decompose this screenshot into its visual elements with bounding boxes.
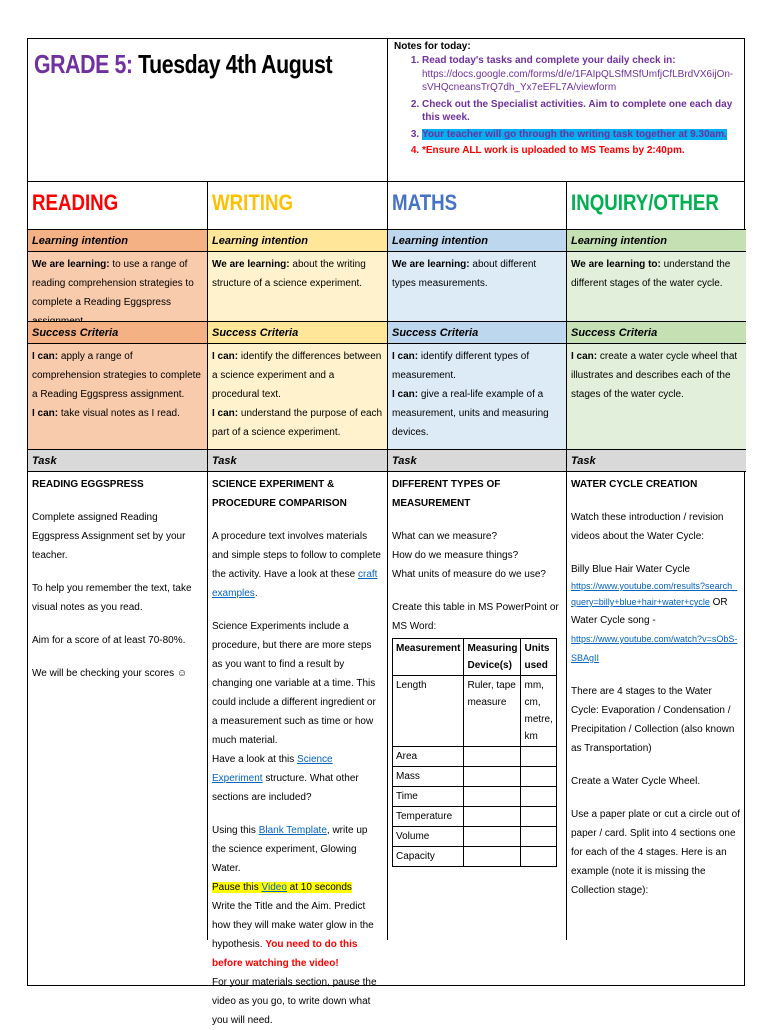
sc-header: Success Criteria: [28, 322, 208, 344]
inquiry-sc: I can: create a water cycle wheel that illustrates and describes each of the stages of the water cycle.: [567, 344, 746, 450]
inquiry-li: We are learning to: understand the different stages of the water cycle.: [567, 252, 746, 322]
maths-task: DIFFERENT TYPES OF MEASUREMENT What can we measure? How do we measure things? What units of measure do we use? Create this table in MS PowerPoint or MS Word: Measurement Measuring Device(s) Units used Length Ruler, tape measure mm, cm, metre, km Area Mass Time Temperature Volume Capacity: [388, 472, 567, 940]
table-cell: [464, 807, 521, 827]
table-cell: [464, 847, 521, 867]
table-cell: Length: [393, 676, 464, 747]
note-item: 2. Check out the Specialist activities. Aim to complete one each day this week.: [422, 98, 738, 125]
table-cell: [521, 847, 556, 867]
table-cell: [521, 827, 556, 847]
table-cell: [464, 747, 521, 767]
table-row: [393, 747, 557, 767]
reading-task: READING EGGSPRESS Complete assigned Reading Eggspress Assignment set by your teacher. To help you remember the text, take visual notes as you read. Aim for a score of at least 70-80%. We will be checking your scores ☺: [28, 472, 208, 940]
subject-reading: READING: [28, 182, 208, 230]
table-cell: [521, 747, 556, 767]
reading-sc: I can: apply a range of comprehension strategies to complete a Reading Eggspress assignment. I can: take visual notes as I read.: [28, 344, 208, 450]
notes-title: Notes for today:: [394, 41, 471, 52]
writing-task: SCIENCE EXPERIMENT & PROCEDURE COMPARISON A procedure text involves materials and simple steps to follow to complete the activity. Have a look at these craft examples. Science Experiments include a procedure, but there are more steps as you want to find a result by changing one variable at a time. This could include a different ingredient or a measurement such as time or how much material. Have a look at this Science Experiment structure. What other sections are included? Using this Blank Template, write up the science experiment, Glowing Water. Pause this Video at 10 seconds Write the Title and the Aim. Predict how they will make water glow in the hypothesis. You need to do this before watching the video! For your materials section, pause the video as you go, to write down what you will need.: [208, 472, 388, 940]
notes-list: [394, 54, 738, 158]
note-item: 3. Your teacher will go through the writing task together at 9.30am.: [422, 128, 738, 142]
table-row: [393, 676, 557, 747]
subject-maths: MATHS: [388, 182, 567, 230]
table-cell: [464, 787, 521, 807]
table-header: Measurement: [393, 639, 464, 676]
table-cell: [464, 767, 521, 787]
task-title: WATER CYCLE CREATION: [571, 479, 698, 490]
page-title: [34, 49, 333, 80]
table-cell: Time: [393, 787, 464, 807]
table-cell: mm, cm, metre, km: [521, 676, 556, 747]
table-header: Units used: [521, 639, 556, 676]
li-header: Learning intention: [567, 230, 746, 252]
table-row: [393, 787, 557, 807]
title-area: [28, 39, 387, 181]
li-header: Learning intention: [28, 230, 208, 252]
sc-header: Success Criteria: [388, 322, 567, 344]
subject-grid: [28, 182, 744, 1026]
table-cell: Capacity: [393, 847, 464, 867]
li-header: Learning intention: [388, 230, 567, 252]
table-row: [393, 827, 557, 847]
notes-panel: [387, 39, 744, 181]
task-header: Task: [28, 450, 208, 472]
table-cell: Temperature: [393, 807, 464, 827]
li-header: Learning intention: [208, 230, 388, 252]
day-label: Tuesday: [138, 49, 221, 79]
table-cell: Ruler, tape measure: [464, 676, 521, 747]
table-cell: Area: [393, 747, 464, 767]
note-item: 4. *Ensure ALL work is uploaded to MS Teams by 2:40pm.: [422, 144, 738, 158]
table-cell: [521, 787, 556, 807]
table-cell: Volume: [393, 827, 464, 847]
task-title: DIFFERENT TYPES OF MEASUREMENT: [392, 479, 501, 509]
billy-blue-link[interactable]: https://www.youtube.com/results?search_query=billy+blue+hair+water+cycle: [571, 581, 738, 607]
sc-header: Success Criteria: [567, 322, 746, 344]
date-label: 4th August: [225, 49, 333, 79]
table-header: Measuring Device(s): [464, 639, 521, 676]
video-link[interactable]: Video: [261, 882, 287, 893]
reading-li: We are learning: to use a range of reading comprehension strategies to complete a Reading Eggspress: [28, 252, 208, 322]
task-title: READING EGGSPRESS: [32, 479, 144, 490]
task-header: Task: [567, 450, 746, 472]
inquiry-task: WATER CYCLE CREATION Watch these introduction / revision videos about the Water Cycle: Billy Blue Hair Water Cycle https://www.youtube.com/results?search_query=billy+blue+hair+water+cycle OR Water Cycle song - https://www.youtube.com/watch?v=sObS-SBAgII There are 4 stages to the Water Cycle: Evaporation / Condensation / Precipitation / Collection (also known as Transportation) Create a Water Cycle Wheel. Use a paper plate or cut a circle out of paper / card. Split into 4 sections one for each of the 4 stages. Here is an example (note it is missing the Collection stage):: [567, 472, 746, 940]
table-cell: [521, 767, 556, 787]
sc-header: Success Criteria: [208, 322, 388, 344]
maths-sc: I can: identify different types of measurement. I can: give a real-life example of a measurement, units and measuring devices.: [388, 344, 567, 450]
grade-label: GRADE 5:: [34, 49, 133, 79]
water-cycle-song-link[interactable]: https://www.youtube.com/watch?v=sObS-SBAgII: [571, 634, 738, 663]
task-header: Task: [208, 450, 388, 472]
writing-li: We are learning: about the writing structure of a science experiment.: [208, 252, 388, 322]
page-header: [28, 39, 744, 182]
measurement-table: [392, 638, 557, 867]
table-row: [393, 807, 557, 827]
checkin-link[interactable]: https://docs.google.com/forms/d/e/1FAIpQLSfMSfUmfjCfLBrdVX6ijOn-sVHQcneansTrQ7dh_Yx7eEFL7A/viewform: [422, 68, 734, 93]
table-cell: [464, 827, 521, 847]
note-item: 1. Read today's tasks and complete your daily check in: https://docs.google.com/forms/d/e/1FAIpQLSfMSfUmfjCfLBrdVX6ijOn-sVHQcneansTrQ7dh_Yx7eEFL7A/viewform: [422, 54, 738, 95]
science-experiment-link[interactable]: Science Experiment: [212, 754, 333, 784]
task-title: SCIENCE EXPERIMENT & PROCEDURE COMPARISON: [212, 479, 347, 509]
subject-writing: WRITING: [208, 182, 388, 230]
blank-template-link[interactable]: Blank Template: [258, 825, 327, 836]
lesson-plan-page: [27, 38, 745, 1026]
writing-sc: I can: identify the differences between a science experiment and a procedural text. I can: understand the purpose of each part of a science experiment.: [208, 344, 388, 450]
table-row: [393, 847, 557, 867]
task-header: Task: [388, 450, 567, 472]
table-row: [393, 767, 557, 787]
table-cell: Mass: [393, 767, 464, 787]
table-cell: [521, 807, 556, 827]
maths-li: We are learning: about different types measurements.: [388, 252, 567, 322]
subject-inquiry: INQUIRY/OTHER: [567, 182, 746, 230]
craft-examples-link[interactable]: craft examples: [212, 569, 378, 599]
